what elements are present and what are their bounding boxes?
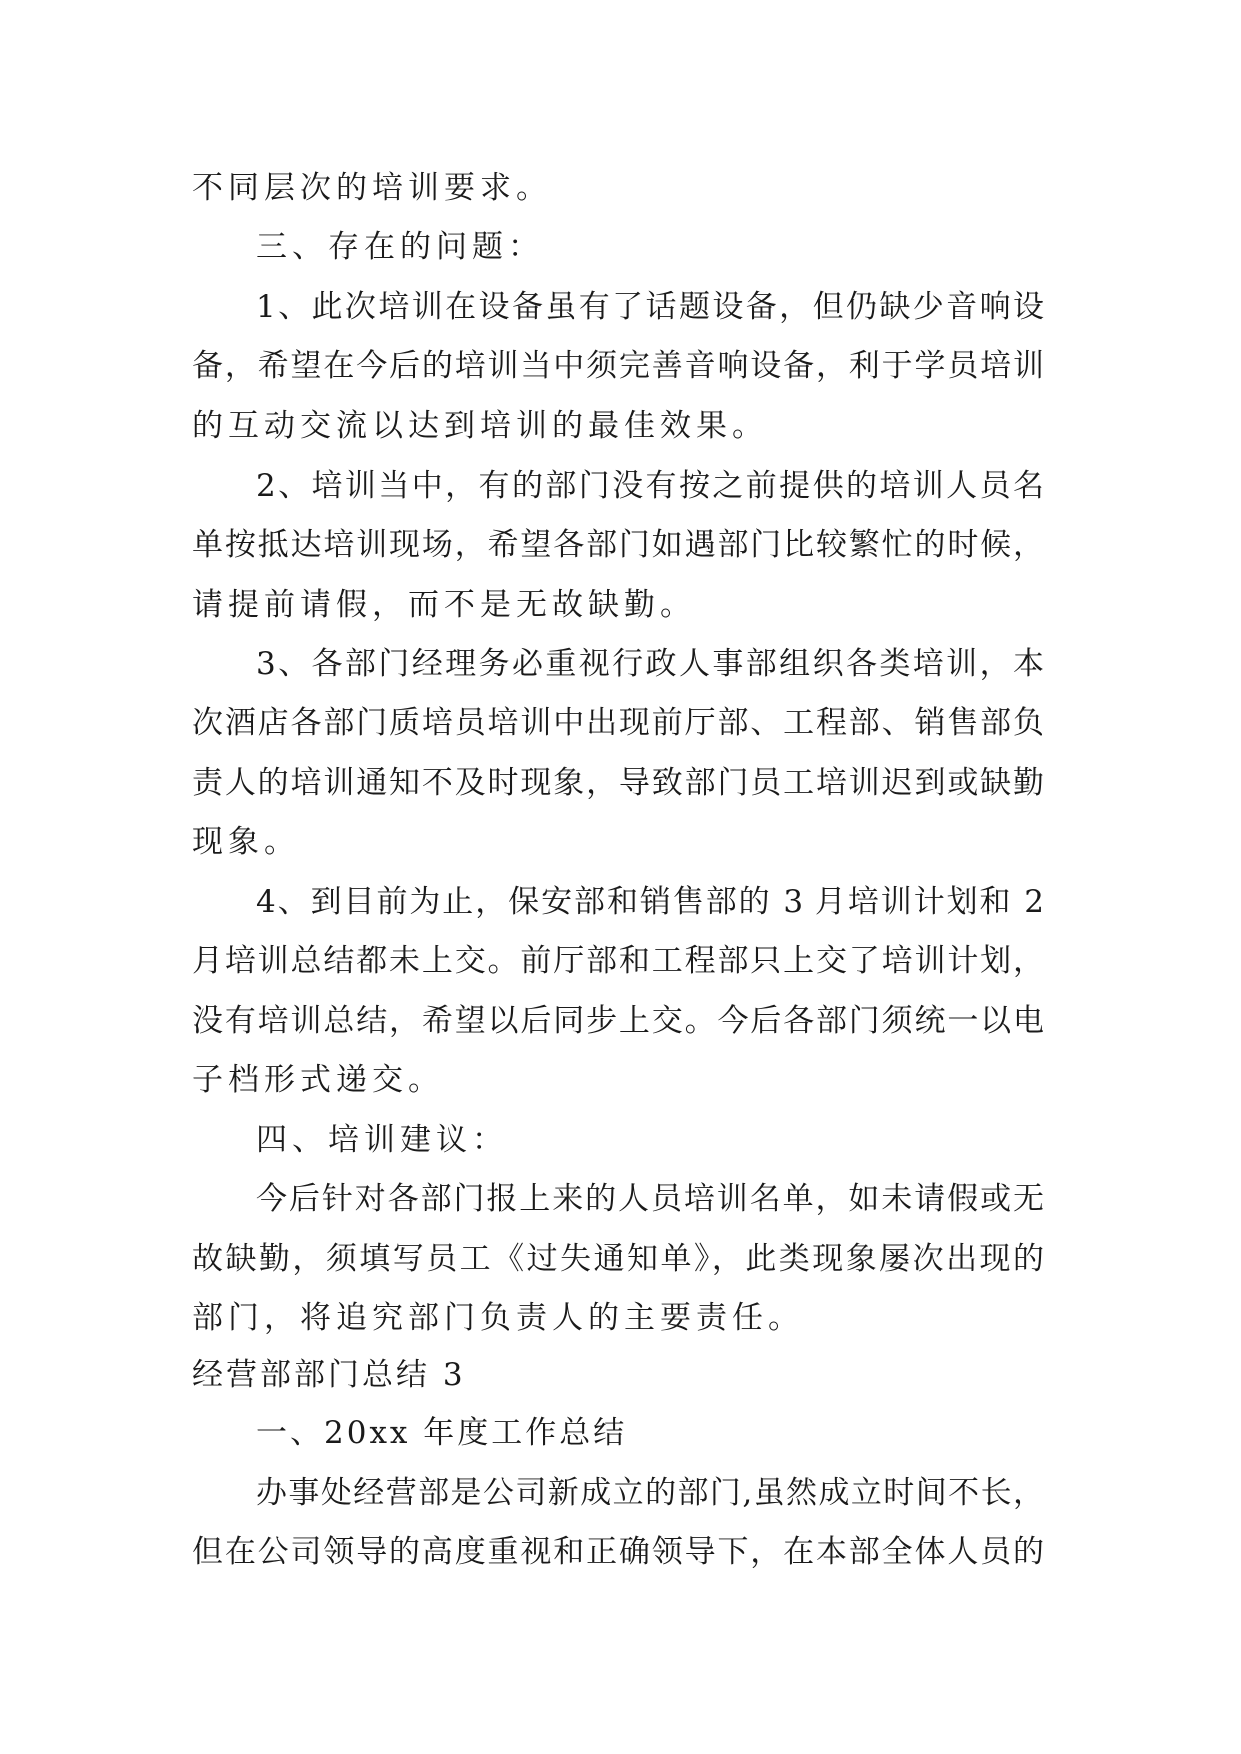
paragraph-line: 部门，将追究部门负责人的主要责任。 xyxy=(192,1300,804,1336)
paragraph-line: 备，希望在今后的培训当中须完善音响设备，利于学员培训 xyxy=(192,348,1044,384)
paragraph-line: 月培训总结都未上交。前厅部和工程部只上交了培训计划， xyxy=(192,943,1044,979)
paragraph-line: 2、培训当中，有的部门没有按之前提供的培训人员名 xyxy=(256,468,1044,504)
section-heading-annual-summary: 一、20xx 年度工作总结 xyxy=(256,1415,628,1451)
document-title: 经营部部门总结 3 xyxy=(192,1357,466,1393)
paragraph-line: 1、此次培训在设备虽有了话题设备，但仍缺少音响设 xyxy=(256,289,1044,325)
paragraph-line: 请提前请假，而不是无故缺勤。 xyxy=(192,587,696,623)
paragraph-line: 不同层次的培训要求。 xyxy=(192,170,552,206)
paragraph-line: 但在公司领导的高度重视和正确领导下，在本部全体人员的 xyxy=(192,1534,1044,1570)
paragraph-line: 没有培训总结，希望以后同步上交。今后各部门须统一以电 xyxy=(192,1003,1044,1039)
paragraph-line: 今后针对各部门报上来的人员培训名单，如未请假或无 xyxy=(256,1181,1044,1217)
paragraph-line: 的互动交流以达到培训的最佳效果。 xyxy=(192,408,768,444)
paragraph-line: 次酒店各部门质培员培训中出现前厅部、工程部、销售部负 xyxy=(192,705,1044,741)
paragraph-line: 现象。 xyxy=(192,824,300,860)
paragraph-line: 4、到目前为止，保安部和销售部的 3 月培训计划和 2 xyxy=(256,884,1044,920)
paragraph-line: 责人的培训通知不及时现象，导致部门员工培训迟到或缺勤 xyxy=(192,765,1044,801)
paragraph-line: 故缺勤，须填写员工《过失通知单》，此类现象屡次出现的 xyxy=(192,1241,1044,1277)
section-heading-problems: 三、存在的问题： xyxy=(256,229,544,265)
section-heading-suggestions: 四、培训建议： xyxy=(256,1122,508,1158)
paragraph-line: 办事处经营部是公司新成立的部门,虽然成立时间不长， xyxy=(256,1475,1044,1511)
paragraph-line: 子档形式递交。 xyxy=(192,1062,444,1098)
paragraph-line: 单按抵达培训现场，希望各部门如遇部门比较繁忙的时候， xyxy=(192,527,1044,563)
paragraph-line: 3、各部门经理务必重视行政人事部组织各类培训，本 xyxy=(256,646,1044,682)
